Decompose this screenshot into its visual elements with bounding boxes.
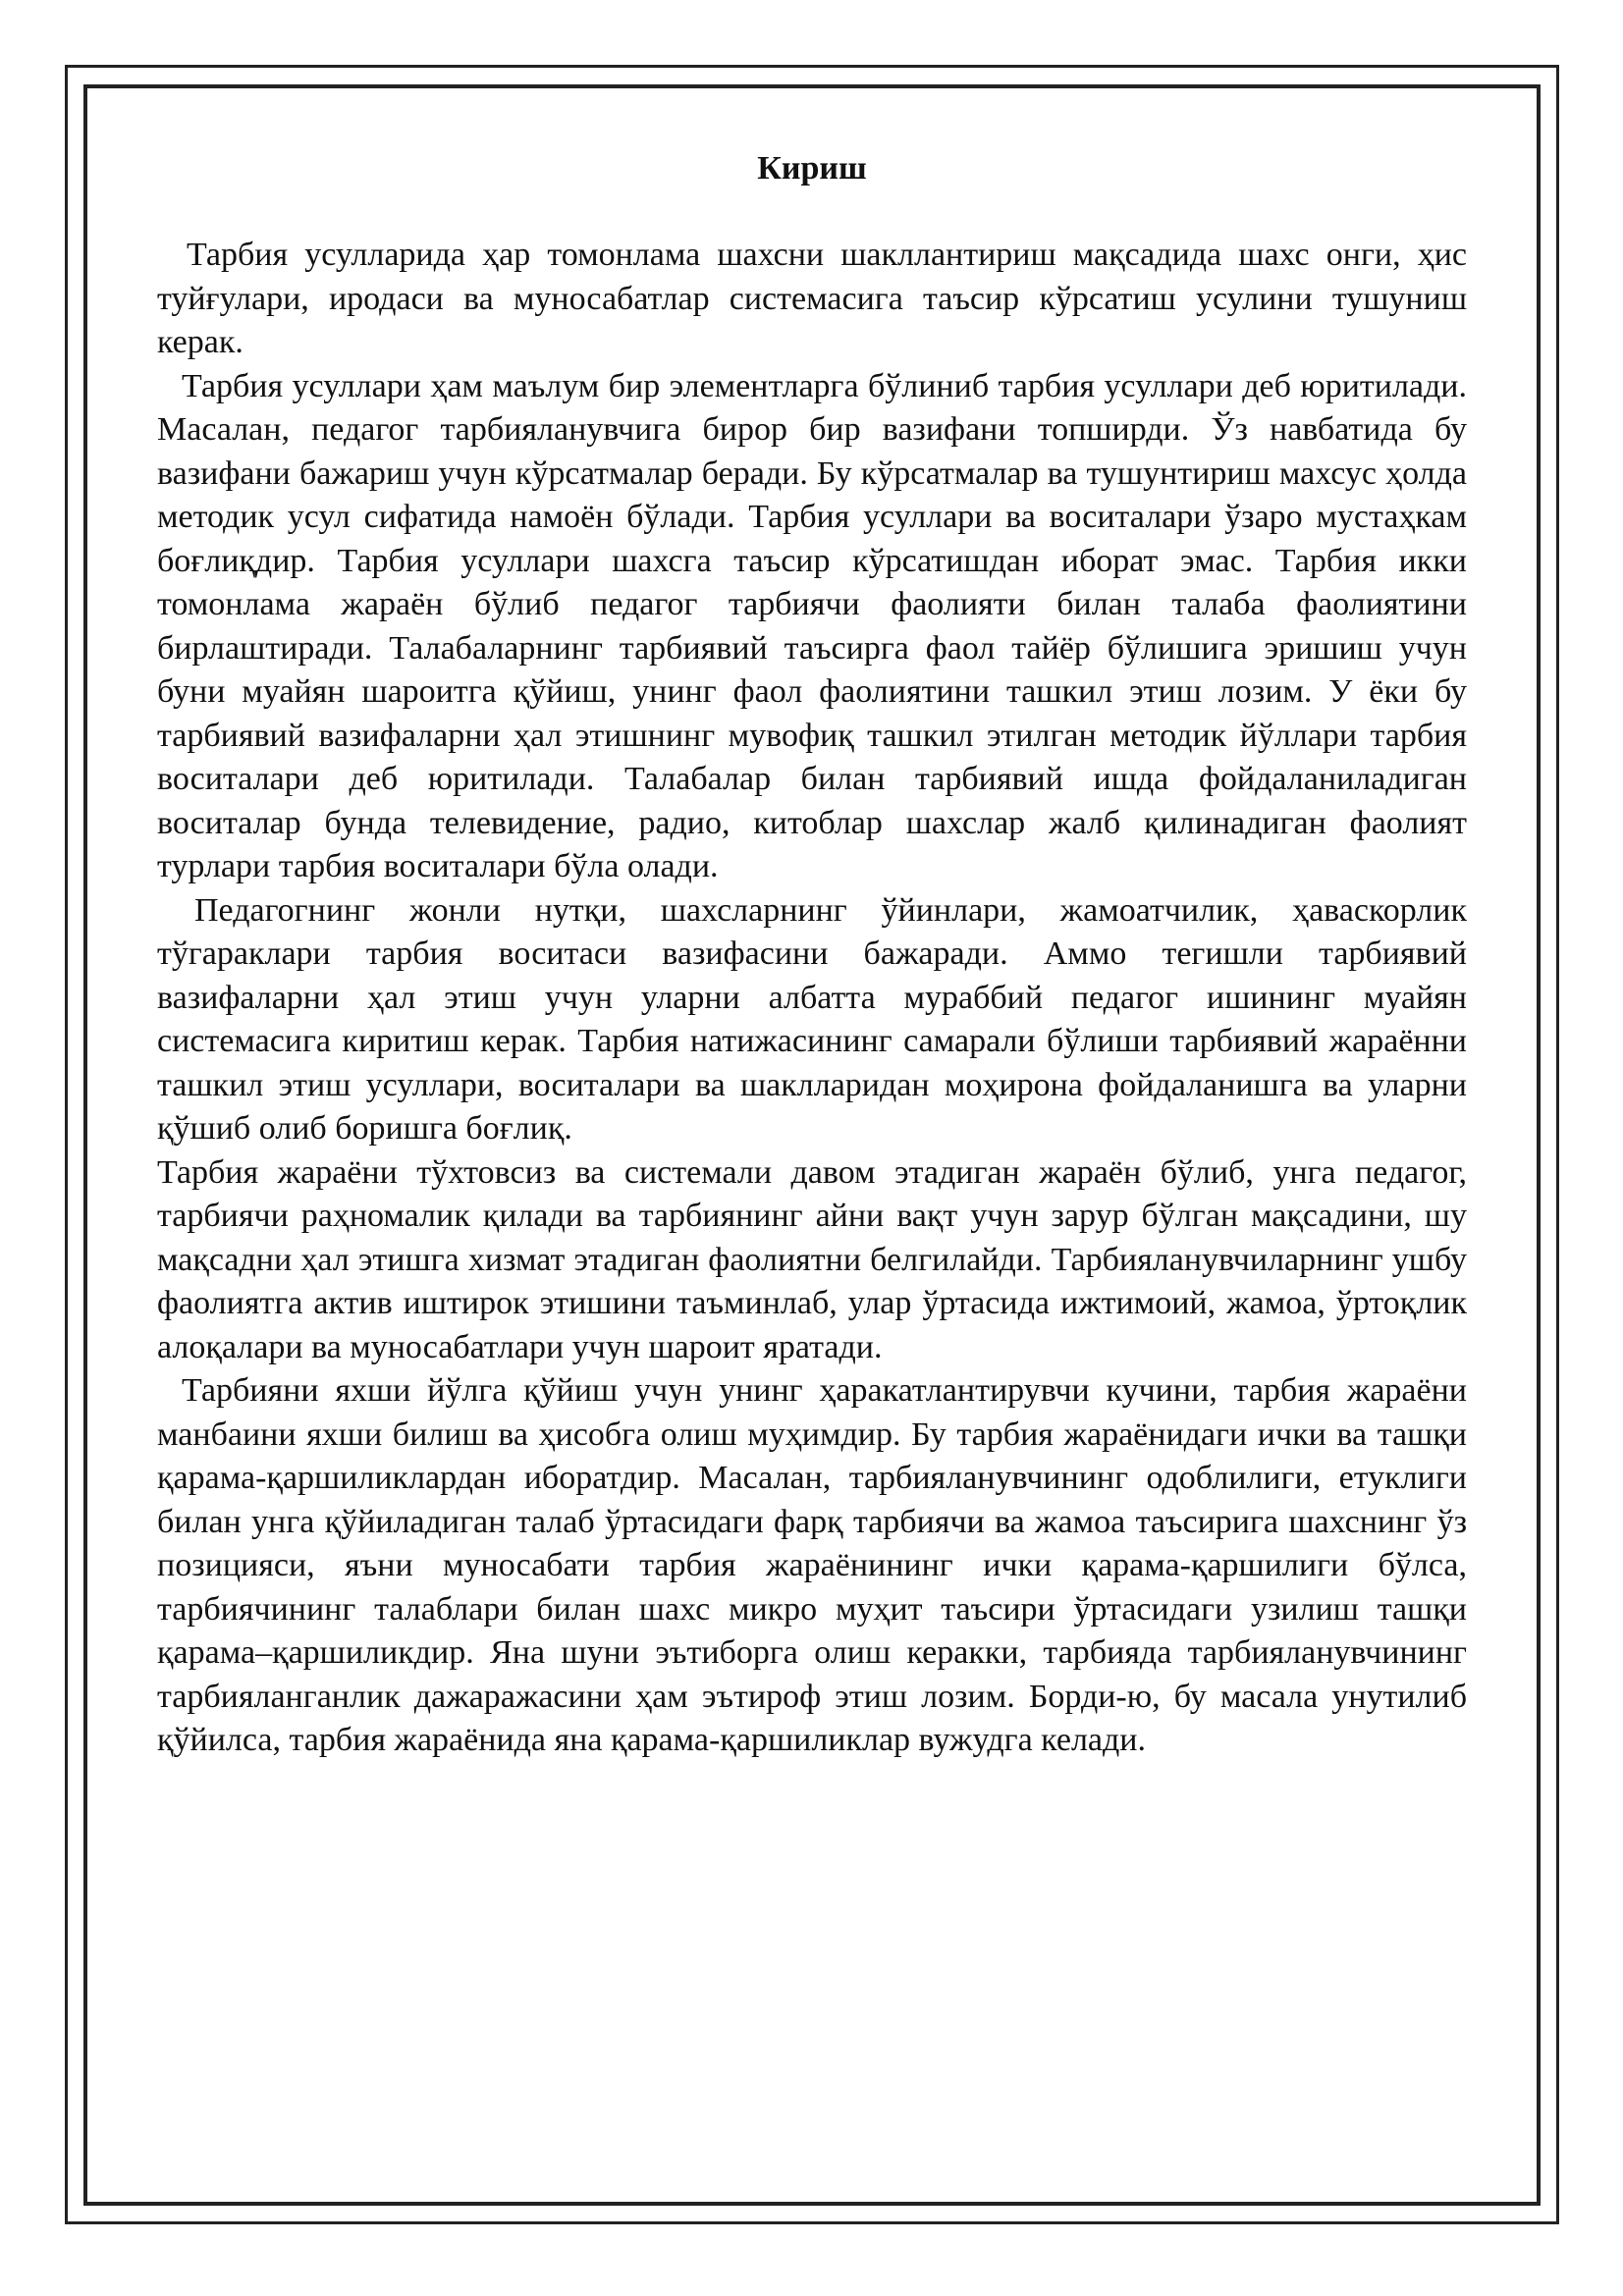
paragraph-1: Тарбия усулларида ҳар томонлама шахсни шакллантириш мақсадида шахс онги, ҳис туйғулари, иродаси ва муносабатлар системасига таъсир кўрсатиш усулини тушуниш керак. (157, 237, 1467, 360)
paragraph-4: Тарбия жараёни тўхтовсиз ва системали давом этадиган жараён бўлиб, унга педагог, тарбиячи раҳномалик қилади ва тарбиянинг айни вақт учун зарур бўлган мақсадини, шу мақсадни ҳал этишга хизмат этадиган фаолиятни белгилайди. Тарбияланувчиларнинг ушбу фаолиятга актив иштирок этишини таъминлаб, улар ўртасида ижтимоий, жамоа, ўртоқлик алоқалари ва муносабатлари учун шароит яратади. (157, 1153, 1467, 1365)
paragraph-5: Тарбияни яхши йўлга қўйиш учун унинг ҳаракатлантирувчи кучини, тарбия жараёни манбаини яхши билиш ва ҳисобга олиш муҳимдир. Бу тарбия жараёнидаги ички ва ташқи қарама-қаршиликлардан иборатдир. Масалан, тарбияланувчининг одоблилиги, етуклиги билан унга қўйиладиган талаб ўртасидаги фарқ тарбиячи ва жамоа таъсирига шахснинг ўз позицияси, яъни муносабати тарбия жараёнининг ички қарама-қаршилиги бўлса, тарбиячининг талаблари билан шахс микро муҳит таъсири ўртасидаги узилиш ташқи қарама–қаршиликдир. Яна шуни эътиборга олиш керакки, тарбияда тарбияланувчининг тарбияланганлик дажаражасини ҳам эътироф этиш лозим. Борди-ю, бу масала унутилиб қўйилса, тарбия жараёнида яна қарама-қаршиликлар вужудга келади. (157, 1372, 1467, 1758)
paragraph-3: Педагогнинг жонли нутқи, шахсларнинг ўйинлари, жамоатчилик, ҳаваскорлик тўгараклари тарбия воситаси вазифасини бажаради. Аммо тегишли тарбиявий вазифаларни ҳал этиш учун уларни албатта мураббий педагог ишининг муайян системасига киритиш керак. Тарбия натижасининг самарали бўлиши тарбиявий жараённи ташкил этиш усуллари, воситалари ва шаклларидан моҳирона фойдаланишга ва уларни қўшиб олиб боришга боғлиқ. (157, 891, 1467, 1147)
document-title: Кириш (757, 150, 867, 187)
document-body (157, 147, 1467, 1763)
paragraph-2: Тарбия усуллари ҳам маълум бир элементларга бўлиниб тарбия усуллари деб юритилади. Масалан, педагог тарбияланувчига бирор бир вазифани топширди. Ўз навбатида бу вазифани бажариш учун кўрсатмалар беради. Бу кўрсатмалар ва тушунтириш махсус ҳолда методик усул сифатида намоён бўлади. Тарбия усуллари ва воситалари ўзаро мустаҳкам боғлиқдир. Тарбия усуллари шахсга таъсир кўрсатишдан иборат эмас. Тарбия икки томонлама жараён бўлиб педагог тарбиячи фаолияти билан талаба фаолиятини бирлаштиради. Талабаларнинг тарбиявий таъсирга фаол тайёр бўлишига эришиш учун буни муайян шароитга қўйиш, унинг фаол фаолиятини ташкил этиш лозим. У ёки бу тарбиявий вазифаларни ҳал этишнинг мувофиқ ташкил этилган методик йўллари тарбия воситалари деб юритилади. Талабалар билан тарбиявий ишда фойдаланиладиган воситалар бунда телевидение, радио, китоблар шахслар жалб қилинадиган фаолият турлари тарбия воситалари бўла олади. (157, 367, 1467, 884)
